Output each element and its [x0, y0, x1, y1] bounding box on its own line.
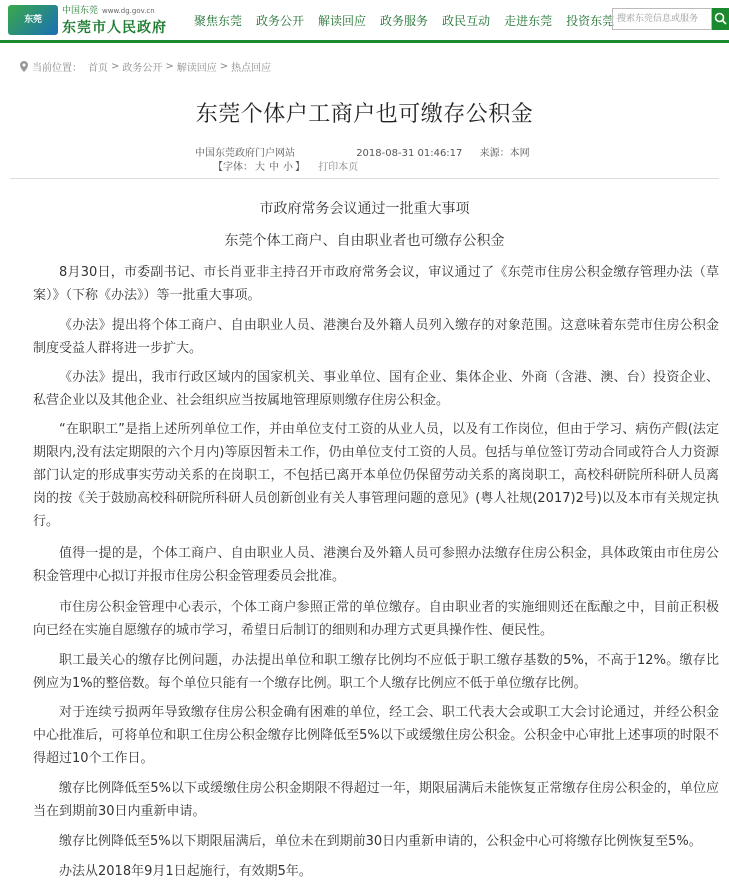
breadcrumb-prefix: 当前位置：	[32, 63, 82, 74]
search-input[interactable]: 搜索东莞信息或服务	[612, 8, 712, 30]
breadcrumb-hot-response[interactable]: 热点回应	[231, 63, 272, 74]
article-paragraph: 《办法》提出，我市行政区域内的国家机关、事业单位、国有企业、集体企业、外商（含港、澳、台）投资企业、私营企业以及其他企业、社会组织应当按属地管理原则缴存住房公积金。	[33, 370, 719, 408]
article-title: 东莞个体户工商户也可缴存公积金	[195, 102, 534, 127]
article-tools	[213, 158, 358, 173]
top-header	[0, 0, 729, 55]
article-subtitle-1: 市政府常务会议通过一批重大事项	[259, 201, 470, 217]
article-paragraph: 8月30日，市委副书记、市长肖亚非主持召开市政府常务会议，审议通过了《东莞市住房公积金缴存管理办法（草案）》（下称《办法》）等一批重大事项。	[33, 265, 719, 303]
logo-badge: 东莞 Dongguan	[8, 5, 58, 35]
article-datetime: 2018-08-31 01:46:17	[356, 148, 463, 159]
nav-item-interpretation[interactable]: 解读回应	[318, 14, 367, 28]
font-small-button[interactable]: 小	[283, 162, 293, 173]
nav-item-invest[interactable]: 投资东莞	[566, 14, 615, 28]
font-medium-button[interactable]: 中	[269, 162, 279, 173]
search-button[interactable]	[712, 8, 729, 30]
logo-tagline: 中国东莞 www.dg.gov.cn	[62, 6, 155, 16]
logo-title: 东莞市人民政府	[62, 20, 167, 36]
breadcrumb-gov-affairs[interactable]: 政务公开	[122, 63, 163, 74]
logo-url: www.dg.gov.cn	[102, 7, 155, 15]
article-source-site: 中国东莞政府门户网站	[195, 148, 295, 159]
article-paragraph: 职工最关心的缴存比例问题，办法提出单位和职工缴存比例均不应低于职工缴存基数的5%，不高于12%。缴存比例应为1%的整倍数。每个单位只能有一个缴存比例。职工个人缴存比例应不低于单位缴存比例。	[33, 653, 719, 691]
breadcrumb-separator: >	[111, 61, 120, 72]
article-paragraph: 值得一提的是，个体工商户、自由职业人员、港澳台及外籍人员可参照办法缴存住房公积金，具体政策由市住房公积金管理中心拟订并报市住房公积金管理委员会批准。	[33, 546, 719, 584]
breadcrumb-interpretation[interactable]: 解读回应	[176, 63, 217, 74]
article-paragraph: 市住房公积金管理中心表示，个体工商户参照正常的单位缴存。自由职业者的实施细则还在酝酿之中，目前正积极向已经在实施自愿缴存的城市学习，希望日后制订的细则和办理方式更具操作性、便民性。	[33, 600, 719, 638]
article-subtitle-2: 东莞个体工商户、自由职业者也可缴存公积金	[224, 233, 505, 249]
search-icon	[714, 12, 727, 25]
article-paragraph: 缴存比例降低至5%以下期限届满后，单位未在到期前30日内重新申请的，公积金中心可将缴存比例恢复至5%。	[59, 834, 702, 849]
breadcrumb-separator: >	[219, 61, 229, 72]
breadcrumb-separator: >	[165, 61, 174, 72]
main-nav	[194, 12, 628, 29]
nav-item-focus[interactable]: 聚焦东莞	[194, 14, 243, 28]
article-paragraph: 对于连续亏损两年导致缴存住房公积金确有困难的单位，经工会、职工代表大会或职工大会讨论通过，并经公积金中心批准后，可将单位和职工住房公积金缴存比例降低至5%以下或缓缴住房公积金。公积金中心审批上述事项的时限不得超过10个工作日。	[33, 705, 719, 766]
article-paragraph: 办法从2018年9月1日起施行，有效期5年。	[59, 864, 312, 879]
breadcrumb-home[interactable]: 首页	[88, 63, 108, 74]
nav-item-interaction[interactable]: 政民互动	[442, 14, 491, 28]
location-pin-icon	[20, 61, 28, 72]
article-source: 来源：本网	[479, 148, 530, 159]
article-meta	[195, 144, 530, 159]
font-large-button[interactable]: 大	[255, 162, 265, 173]
nav-item-services[interactable]: 政务服务	[380, 14, 429, 28]
nav-item-about[interactable]: 走进东莞	[504, 14, 553, 28]
font-size-switcher: 【字体： 大 中 小 】	[213, 162, 305, 173]
breadcrumb	[20, 59, 271, 74]
divider	[10, 178, 719, 179]
site-logo[interactable]	[8, 3, 178, 55]
article-paragraph: 缴存比例降低至5%以下或缓缴住房公积金期限不得超过一年，期限届满后未能恢复正常缴存住房公积金的，单位应当在到期前30日内重新申请。	[33, 781, 719, 819]
print-link[interactable]: 打印本页	[318, 162, 359, 173]
nav-item-gov-affairs[interactable]: 政务公开	[256, 14, 305, 28]
article-paragraph: “在职职工”是指上述所列单位工作，并由单位支付工资的从业人员，以及有工作岗位，但由于学习、病伤产假(法定期限内,没有法定期限的六个月内)等原因暂未工作，仍由单位支付工资的人员。包括与单位签订劳动合同或符合人力资源部门认定的形成事实劳动关系的在岗职工，不包括已离开本单位仍保留劳动关系的离岗职工，高校科研院所科研人员离岗的按《关于鼓励高校科研院所科研人员创新创业有关人事管理问题的意见》(粤人社规(2017)2号)以及本市有关规定执行。	[33, 422, 719, 529]
article-paragraph: 《办法》提出将个体工商户、自由职业人员、港澳台及外籍人员列入缴存的对象范围。这意味着东莞市住房公积金制度受益人群将进一步扩大。	[33, 318, 719, 356]
